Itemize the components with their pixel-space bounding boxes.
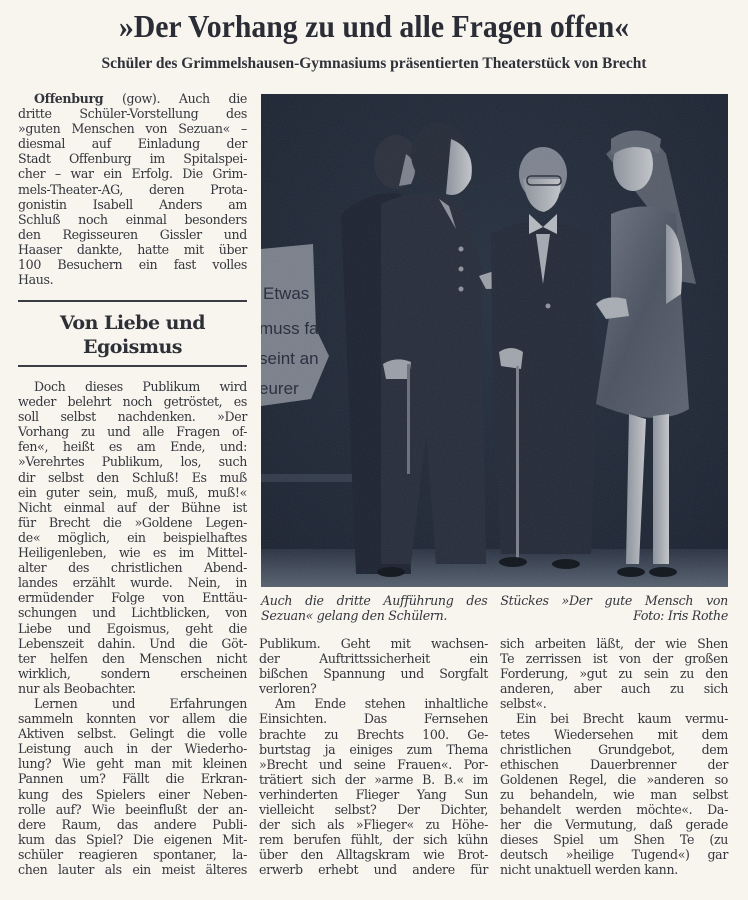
dateline: Offenburg xyxy=(34,91,104,106)
text-line: Haaser dankte, hatte mit über xyxy=(18,241,247,257)
text-line: Einsichten. Das Fernsehen xyxy=(259,711,488,727)
text-line: den Regisseuren Gissler und xyxy=(18,226,247,242)
photo-grain xyxy=(261,94,728,587)
text-line: her die Vermutung, daß gerade xyxy=(500,817,728,833)
text-line: Pannen um? Fällt die Erkran- xyxy=(18,771,247,787)
text-line: sich arbeiten läßt, der wie Shen xyxy=(500,636,728,651)
text-line: gonistin Isabell Anders am xyxy=(18,196,247,212)
text-line: Stadt Offenburg im Spitalspei- xyxy=(18,151,247,167)
text-line: erwerb erhebt und andere für xyxy=(259,862,488,878)
text-line: Leistung auch in der Wiederho- xyxy=(18,741,247,757)
caption-text-line1: Auch die dritte Aufführung des Stückes »Der gute Mensch von xyxy=(261,593,728,608)
photo-credit: Foto: Iris Rothe xyxy=(633,608,728,623)
text-line: verloren? xyxy=(259,681,317,697)
text-line: verhinderten Flieger Yang Sun xyxy=(259,786,488,802)
text-line: kum das Spiel? Die eigenen Mit- xyxy=(18,831,247,847)
stage-scene xyxy=(261,94,728,587)
photo-caption xyxy=(261,593,728,623)
subhead xyxy=(18,311,247,359)
text-line: trätiert sich der »arme B. B.« im xyxy=(259,771,488,787)
intro-paragraph xyxy=(18,91,247,287)
text-line: dere Raum, das andere Publi- xyxy=(18,816,247,832)
text-line: landes erzählt wurde. Nein, in xyxy=(18,575,247,591)
text-line: Ein bei Brecht kaum vermu- xyxy=(516,711,728,727)
subhead-line: Egoismus xyxy=(83,336,182,358)
text-line: Publikum. Geht mit wachsen- xyxy=(259,636,488,651)
caption-text-line2: Sezuan« gelang den Schülern. xyxy=(261,608,448,623)
text-line: Lernen und Erfahrungen xyxy=(34,695,247,711)
text-line: soll selbst nachdenken. »Der xyxy=(18,409,247,425)
text-line: wirklich, sondern erscheinen xyxy=(18,665,247,681)
text-line: rem berufen fühlt, der sich kühn xyxy=(259,832,488,848)
text-line: »Verehrtes Publikum, los, such xyxy=(18,454,247,470)
text-line: Am Ende stehen inhaltliche xyxy=(275,696,488,712)
article-photo xyxy=(261,94,728,587)
text-line: lung? Wie geht man mit kleinen xyxy=(18,756,247,772)
subhead-rule-bottom xyxy=(18,365,247,367)
text-line: weder belehrt noch getröstet, es xyxy=(18,394,247,410)
text-line: chen lauter als ein meist älteres xyxy=(18,862,247,877)
text-line: bißchen Spannung und Sorgfalt xyxy=(259,666,488,682)
text-line: schüler reagieren spontaner, la- xyxy=(18,846,247,862)
text-line: rolle auf? Wie beeinflußt der an- xyxy=(18,801,247,817)
subhead-rule-top xyxy=(18,300,247,302)
left-column-body xyxy=(18,379,247,877)
subtitle: Schüler des Grimmelshausen-Gymnasiums präsentierten Theaterstück von Brecht xyxy=(101,55,647,72)
text-line: zu behandeln, wie man selbst xyxy=(500,786,728,802)
text-line: der sich als »Flieger« zu Höhe- xyxy=(259,817,488,833)
text-line: der Auftrittssicherheit ein xyxy=(259,651,488,667)
text-line: für Brecht die »Goldene Legen- xyxy=(18,514,247,530)
text-line: tetes Wiedersehen mit dem xyxy=(500,726,728,742)
text-line: dir selbst den Schluß! Es muß xyxy=(18,469,247,485)
text-line: de« möglich, ein beispielhaftes xyxy=(18,529,247,545)
text-line: Vorhang zu und alle Fragen of- xyxy=(18,424,247,440)
text-line: »guten Menschen von Sezuan« – xyxy=(18,121,247,137)
text-line: Aktiven selbst. Gelingt die volle xyxy=(18,726,247,742)
text-line: cher – war ein Erfolg. Die Grim- xyxy=(18,166,247,182)
text-line: selbst«. xyxy=(500,696,547,712)
text-line: alter des christlichen Abend- xyxy=(18,560,247,576)
text-line: fen«, heißt es am Ende, und: xyxy=(18,439,247,455)
text-line: Heiligenleben, wie es im Mittel- xyxy=(18,545,247,561)
text-line: ter helfen den Menschen nicht xyxy=(18,650,247,666)
text-line: christlichen Grundgebot, dem xyxy=(500,741,728,757)
text-line: kung des Spielers einer Neben- xyxy=(18,786,247,802)
text-line: Haus. xyxy=(18,272,54,288)
text-line: deutsch »heilige Tugend«) gar xyxy=(500,847,728,863)
text-line: Doch dieses Publikum wird xyxy=(34,379,247,394)
text-line: diesmal auf Einladung der xyxy=(18,136,247,152)
text-line: Forderung, »gut zu sein zu den xyxy=(500,666,728,682)
text-line: Te zerrissen ist von der großen xyxy=(500,651,728,667)
text-line: ermüdender Folge von Enttäu- xyxy=(18,590,247,606)
right-column-body xyxy=(500,636,728,878)
text-line: schungen und Lichtblicken, von xyxy=(18,605,247,621)
text-line: behandelt werden möchte«. Da- xyxy=(500,802,728,818)
text-line: 100 Besuchern ein fast volles xyxy=(18,257,247,273)
text-line: Goldenen Regel, die »anderen so xyxy=(500,771,728,787)
text-line: Schluß noch einmal besonders xyxy=(18,211,247,227)
subhead-line: Von Liebe und xyxy=(59,312,206,334)
text-line: nur als Beobachter. xyxy=(18,680,136,696)
text-line: dieses Spiel um Shen Te (zu xyxy=(500,832,728,848)
text-line: Nicht einmal auf der Bühne ist xyxy=(18,499,247,515)
text-line: anderen, aber auch zu sich xyxy=(500,681,728,697)
text-line: ein guter sein, muß, muß, muß!« xyxy=(18,484,247,500)
text-line: über den Alltagskram wie Brot- xyxy=(259,847,488,863)
text-line: dritte Schüler-Vorstellung des xyxy=(18,106,247,122)
text-line: »Brecht und seine Frauen«. Por- xyxy=(259,756,488,772)
text-line: brachte zu Brechts 100. Ge- xyxy=(259,726,488,742)
text-line: Liebe und Egoismus, geht die xyxy=(18,620,247,636)
text-line: ethischen Dauerbrenner der xyxy=(500,756,728,772)
text-line: burtstag ja einiges zum Thema xyxy=(259,741,488,757)
text-line: Lebenszeit dahin. Und die Göt- xyxy=(18,635,247,651)
middle-column-body xyxy=(259,636,488,878)
text-line: nicht unaktuell werden kann. xyxy=(500,862,678,878)
text-line: vielleicht selbst? Der Dichter, xyxy=(259,802,488,818)
text-line: sammeln konnten vor allem die xyxy=(18,711,247,727)
text-line: mels-Theater-AG, deren Prota- xyxy=(18,181,247,197)
headline: »Der Vorhang zu und alle Fragen offen« xyxy=(118,8,630,44)
text-line: Offenburg (gow). Auch die xyxy=(34,91,247,106)
